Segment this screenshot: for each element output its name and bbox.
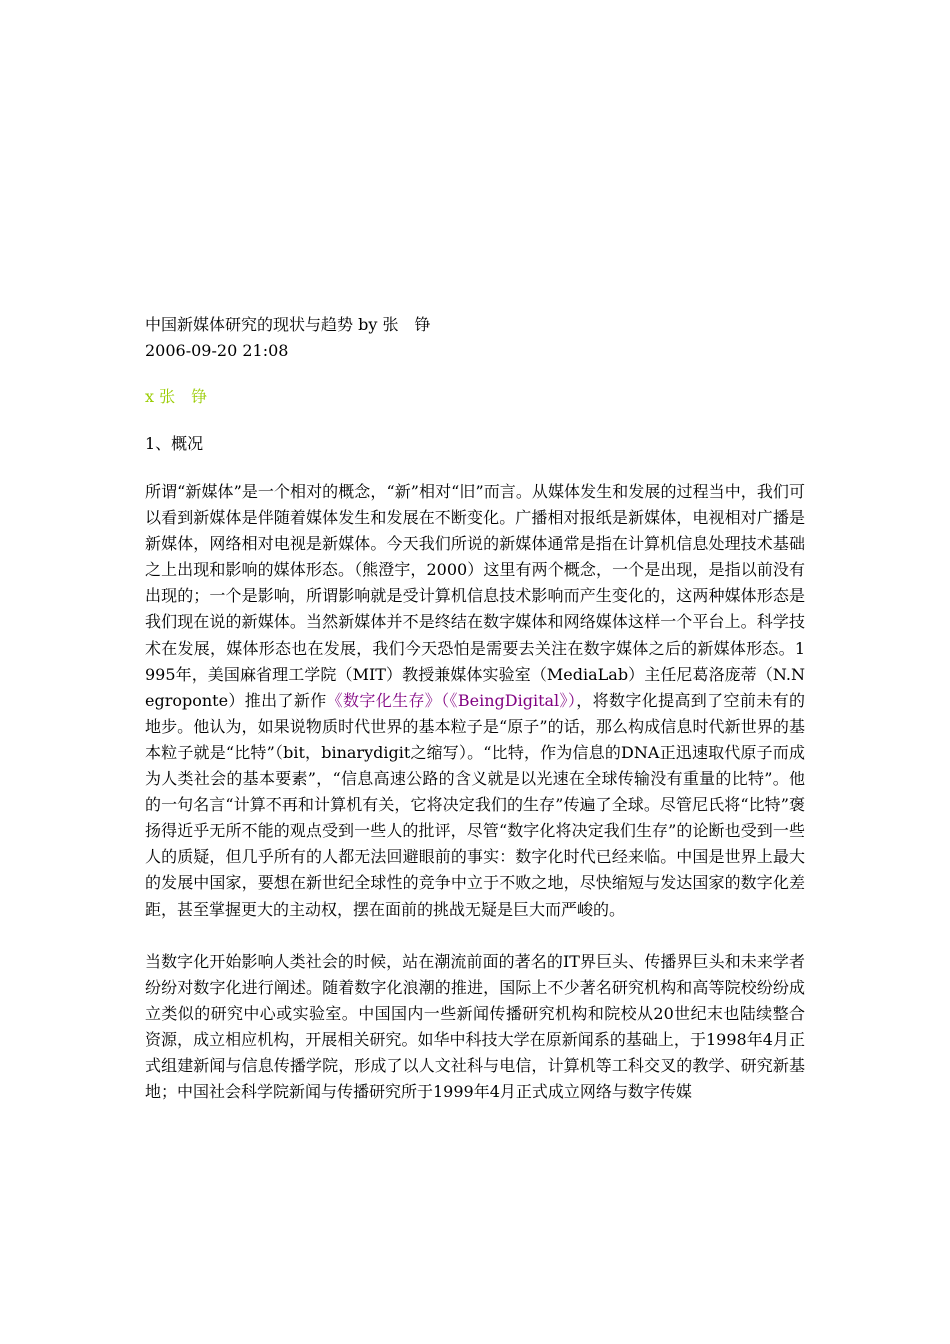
paragraph-text: 所谓“新媒体”是一个相对的概念，“新”相对“旧”而言。从媒体发生和发展的过程当中，我们可以看到新媒体是伴随着媒体发生和发展在不断变化。广播相对报纸是新媒体，电视相对广播是新媒体，网络相对电视是新媒体。今天我们所说的新媒体通常是指在计算机信息处理技术基础之上出现和影响的媒体形态。（熊澄宇，2000）这里有两个概念，一个是出现，是指以前没有出现的；一个是影响，所谓影响就是受计算机信息技术影响而产生变化的，这两种媒体形态是我们现在说的新媒体。当然新媒体并不是终结在数字媒体和网络媒体这样一个平台上。科学技术在发展，媒体形态也在发展，我们今天恐怕是需要去关注在数字媒体之后的新媒体形态。1995年，美国麻省理工学院（MIT）教授兼媒体实验室（MediaLab）主任尼葛洛庞蒂（N.Negroponte）推出了新作	[145, 482, 805, 710]
paragraph-overview	[145, 479, 805, 923]
article	[145, 312, 805, 1105]
article-date: 2006-09-20 21:08	[145, 341, 289, 360]
article-title: 中国新媒体研究的现状与趋势 by 张 铮	[145, 315, 431, 334]
section-heading: 1、概况	[145, 434, 204, 453]
paragraph-text: ，将数字化提高到了空前未有的地步。他认为，如果说物质时代世界的基本粒子是“原子”的话，那么构成信息时代新世界的基本粒子就是“比特”（bit，binarydigit之缩写）。“比特，作为信息的DNA正迅速取代原子而成为人类社会的基本要素”，“信息高速公路的含义就是以光速在全球传输没有重量的比特”。他的一句名言“计算不再和计算机有关，它将决定我们的生存”传遍了全球。尽管尼氏将“比特”褒扬得近乎无所不能的观点受到一些人的批评，尽管“数字化将决定我们生存”的论断也受到一些人的质疑，但几乎所有的人都无法回避眼前的事实：数字化时代已经来临。中国是世界上最大的发展中国家，要想在新世纪全球性的竞争中立于不败之地，尽快缩短与发达国家的数字化差距，甚至掌握更大的主动权，摆在面前的挑战无疑是巨大而严峻的。	[145, 690, 805, 919]
article-author[interactable]: x 张 铮	[145, 387, 208, 406]
book-link[interactable]: 《数字化生存》（《BeingDigital》）	[326, 690, 577, 710]
paragraph-digitalization: 当数字化开始影响人类社会的时候，站在潮流前面的著名的IT界巨头、传播界巨头和未来学者纷纷对数字化进行阐述。随着数字化浪潮的推进，国际上不少著名研究机构和高等院校纷纷成立类似的研究中心或实验室。中国国内一些新闻传播研究机构和院校从20世纪末也陆续整合资源，成立相应机构，开展相关研究。如华中科技大学在原新闻系的基础上，于1998年4月正式组建新闻与信息传播学院，形成了以人文社科与电信，计算机等工科交叉的教学、研究新基地；中国社会科学院新闻与传播研究所于1999年4月正式成立网络与数字传媒	[145, 951, 805, 1102]
